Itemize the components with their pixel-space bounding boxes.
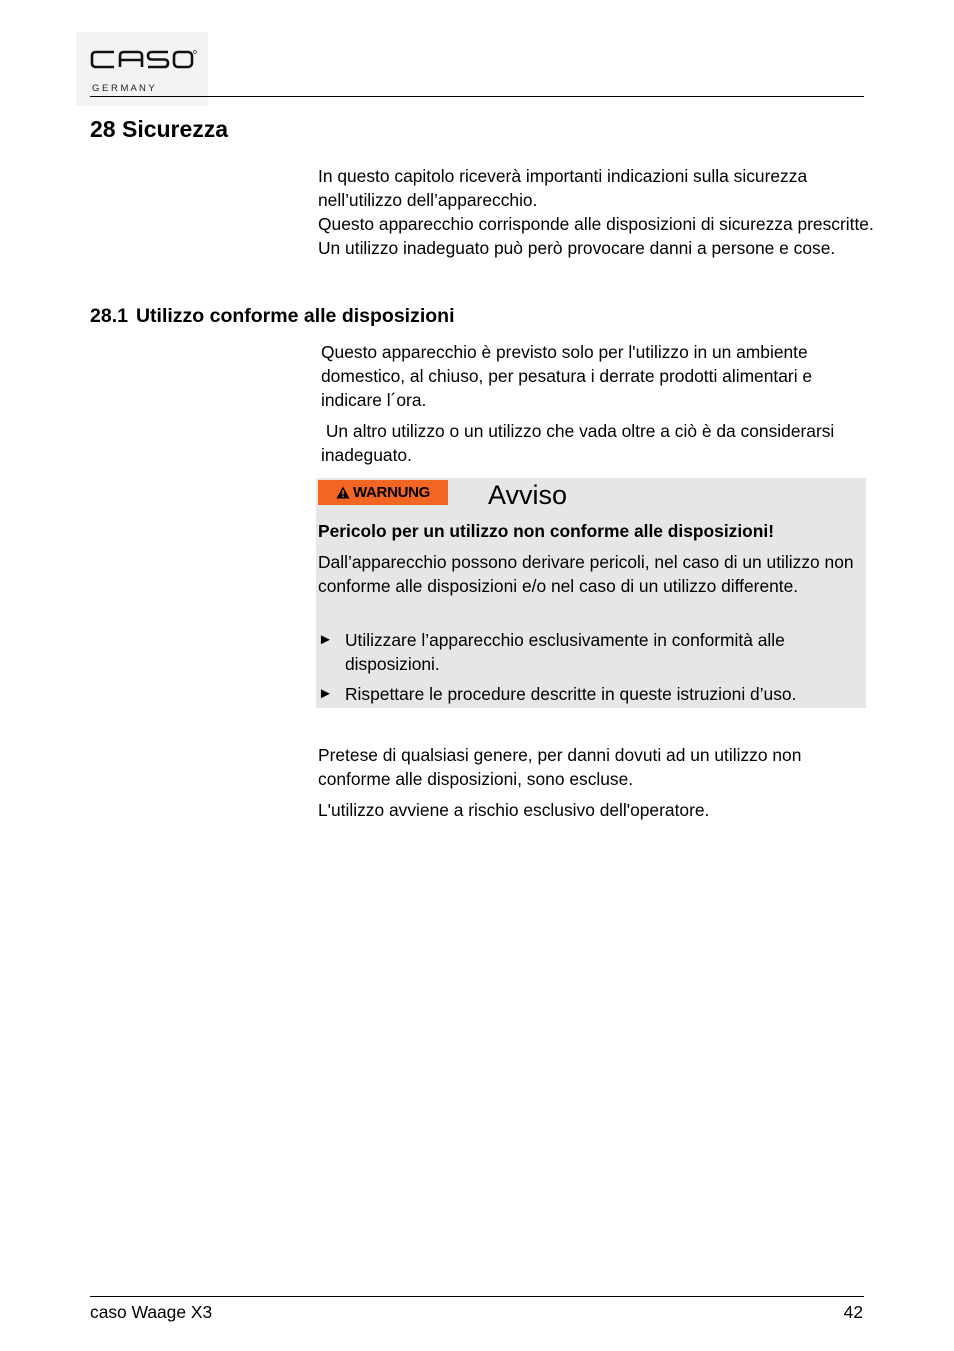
warning-badge-label: WARNUNG xyxy=(352,484,431,501)
usage-paragraph-2: Un altro utilizzo o un utilizzo che vada oltre a ciò è da considerarsi inadeguato. xyxy=(321,421,840,465)
logo-tagline: G E R M A N Y xyxy=(92,83,155,94)
caso-logo xyxy=(76,32,208,106)
intro-paragraph-1: In questo capitolo riceverà importanti indicazioni sulla sicurezza nell’utilizzo dell’apparecchio. xyxy=(318,166,808,210)
intro-paragraph-2: Questo apparecchio corrisponde alle disposizioni di sicurezza prescritte. Un utilizzo inadeguato può però provocare danni a persone e cose. xyxy=(318,214,874,258)
chapter-title: 28 Sicurezza xyxy=(90,116,229,142)
bullet-arrow-icon: ► xyxy=(318,631,333,648)
section-title: Utilizzo conforme alle disposizioni xyxy=(135,305,455,327)
caso-logo-mark xyxy=(76,32,208,106)
warning-heading: Pericolo per un utilizzo non conforme alle disposizioni! xyxy=(318,521,775,541)
footer-product-name: caso Waage X3 xyxy=(90,1302,213,1322)
warning-text: Dall’apparecchio possono derivare pericoli, nel caso di un utilizzo non conforme alle disposizioni e/o nel caso di un utilizzo differente. xyxy=(318,552,854,596)
warning-bullet-text: Rispettare le procedure descritte in queste istruzioni d’uso. xyxy=(345,684,797,704)
usage-paragraph-1: Questo apparecchio è previsto solo per l'utilizzo in un ambiente domestico, al chiuso, per pesatura i derrate prodotti alimentari e indicare l´ora. xyxy=(321,342,813,410)
page-number: 42 xyxy=(843,1302,863,1322)
bullet-arrow-icon: ► xyxy=(318,685,333,702)
warning-badge xyxy=(318,480,448,505)
section-number: 28.1 xyxy=(90,305,128,327)
warning-bullet-2 xyxy=(318,682,863,706)
warning-bullet-text: Utilizzare l’apparecchio esclusivamente in conformità alle disposizioni. xyxy=(345,630,785,674)
warning-bullet-1 xyxy=(318,628,863,676)
header-divider xyxy=(90,96,864,97)
section-heading xyxy=(90,305,455,328)
warning-triangle-icon xyxy=(336,486,350,499)
footer-divider xyxy=(90,1296,864,1297)
warning-title: Avviso xyxy=(488,480,568,510)
closing-paragraph-2: L'utilizzo avviene a rischio esclusivo dell'operatore. xyxy=(318,800,710,820)
closing-paragraph-1: Pretese di qualsiasi genere, per danni dovuti ad un utilizzo non conforme alle disposizioni, sono escluse. xyxy=(318,745,802,789)
